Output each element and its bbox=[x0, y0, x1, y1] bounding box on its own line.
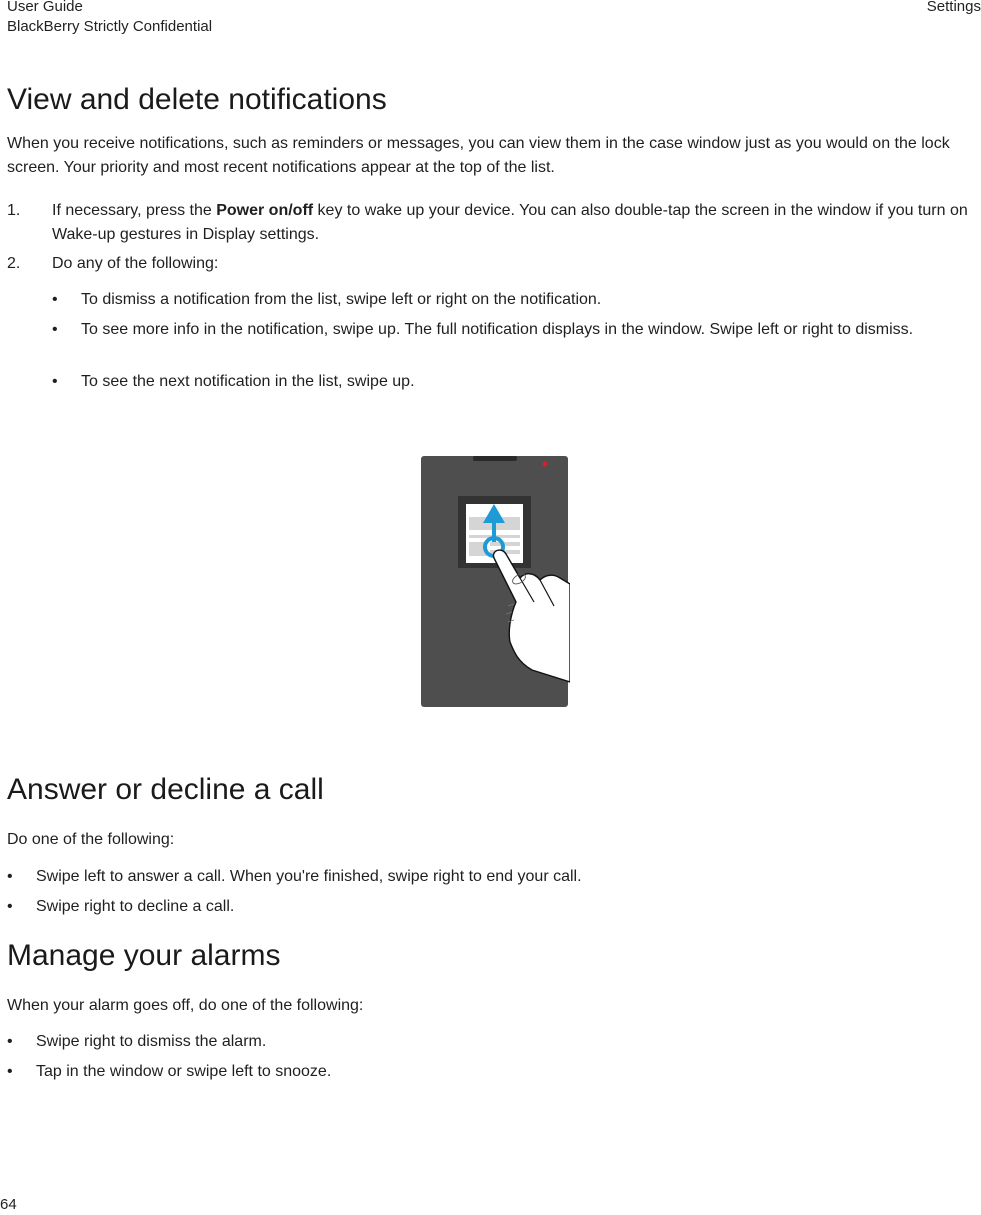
step-text: Do any of the following: bbox=[52, 255, 219, 272]
step-number: 1. bbox=[7, 202, 21, 219]
section-title-notifications: View and delete notifications bbox=[7, 83, 387, 116]
case-window-illustration bbox=[420, 456, 570, 708]
alarms-intro: When your alarm goes off, do one of the following: bbox=[7, 997, 364, 1014]
running-header-left bbox=[7, 0, 212, 37]
swipe-up-gesture-illustration bbox=[420, 456, 570, 708]
section-title-call: Answer or decline a call bbox=[7, 773, 324, 806]
notifications-intro: When you receive notifications, such as reminders or messages, you can view them in the case window just as you would on the lock screen. Your priority and most recent notifications appear at the top of the list. bbox=[7, 135, 950, 176]
call-intro: Do one of the following: bbox=[7, 831, 175, 848]
section-title-alarms: Manage your alarms bbox=[7, 939, 281, 972]
step-number: 2. bbox=[7, 255, 21, 272]
power-key-label: Power on/off bbox=[216, 202, 314, 219]
led-indicator-icon bbox=[543, 462, 548, 467]
doc-title: User Guide bbox=[7, 0, 83, 15]
notification-line bbox=[490, 542, 520, 546]
page-number: 64 bbox=[0, 1196, 17, 1213]
section-label: Settings bbox=[926, 0, 981, 15]
confidentiality-label: BlackBerry Strictly Confidential bbox=[7, 18, 213, 35]
step-text: If necessary, press the Power on/off key to wake up your device. You can also double-tap the screen in the window if you turn on Wake-up gestures in Display settings. bbox=[52, 202, 968, 243]
speaker-slot bbox=[473, 456, 517, 461]
